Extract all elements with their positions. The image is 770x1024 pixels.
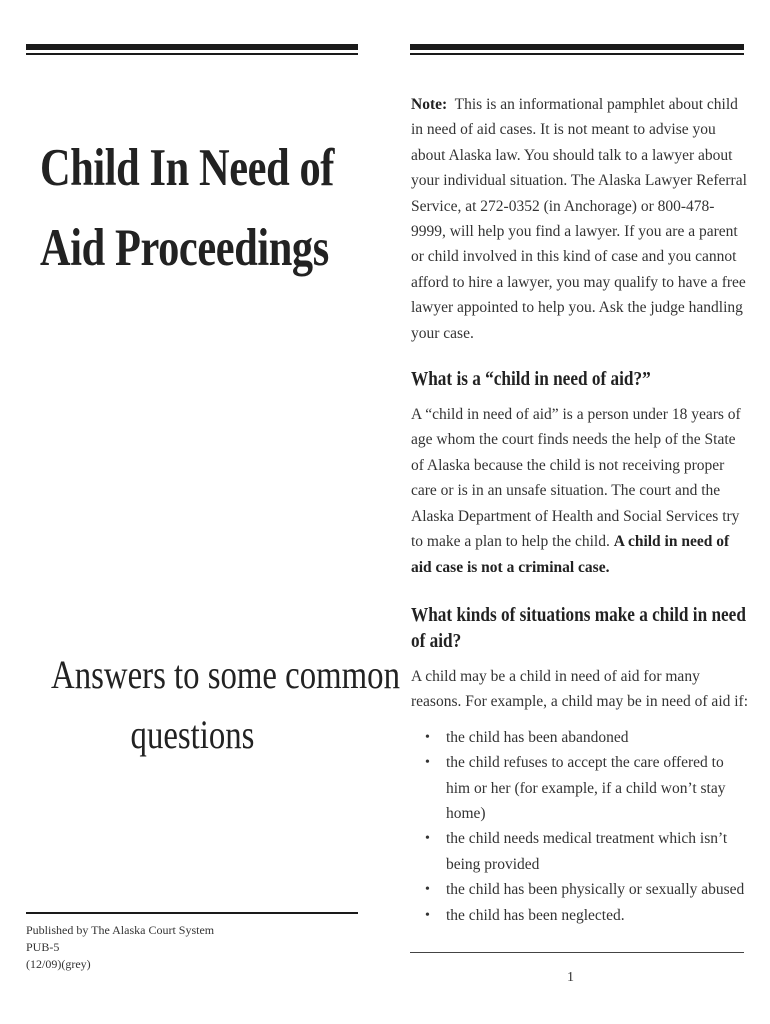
section-heading-what-is: What is a “child in need of aid?”	[411, 368, 651, 391]
bullet-icon: •	[425, 907, 430, 923]
top-rule-left	[26, 44, 358, 50]
situations-list	[411, 725, 749, 928]
list-item: • the child has been abandoned	[411, 725, 749, 750]
list-item: • the child refuses to accept the care offered to him or her (for example, if a child won’t stay home)	[411, 750, 749, 826]
note-paragraph	[411, 92, 749, 346]
note-text: This is an informational pamphlet about child in need of aid cases. It is not meant to advise you about Alaska law. You should talk to a lawyer about your individual situation. The Alaska Lawyer Referral Service, at 272-0352 (in Anchorage) or 800-478-9999, will help you find a lawyer. If you are a parent or child involved in this kind of case and you cannot afford to hire a lawyer, you may qualify to have a free lawyer appointed to help you. Ask the judge handling your case.	[411, 96, 747, 342]
subtitle-line: Answers to some common	[51, 652, 400, 697]
list-item: • the child has been neglected.	[411, 903, 749, 928]
bullet-icon: •	[425, 882, 430, 898]
publication-code: PUB-5	[26, 940, 60, 954]
publication-date: (12/09)(grey)	[26, 957, 91, 971]
footer-rule	[410, 952, 744, 953]
publisher-rule	[26, 912, 358, 914]
publisher-line: Published by The Alaska Court System	[26, 923, 215, 937]
note-label: Note:	[411, 96, 448, 113]
bullet-icon: •	[425, 831, 430, 847]
page-number: 1	[567, 970, 574, 985]
pamphlet-subtitle	[20, 645, 400, 765]
bullet-icon: •	[425, 729, 430, 745]
title-line: Child In Need of	[40, 139, 334, 197]
criminal-case-note: A child in need of aid case is not a criminal case.	[411, 533, 730, 576]
bullet-icon: •	[425, 755, 430, 771]
pamphlet-title	[40, 128, 334, 288]
list-item: • the child has been physically or sexually abused	[411, 877, 749, 902]
subtitle-line: questions	[130, 712, 255, 757]
top-rule-right	[410, 44, 744, 50]
section-body-what-is	[411, 402, 749, 580]
list-item: • the child needs medical treatment which isn’t being provided	[411, 826, 749, 877]
title-line: Aid Proceedings	[40, 219, 329, 277]
right-column	[411, 92, 749, 928]
publisher-info	[26, 922, 214, 973]
section-heading-situations: What kinds of situations make a child in need of aid?	[411, 603, 746, 652]
section-body-situations: A child may be a child in need of aid for many reasons. For example, a child may be in need of aid if:	[411, 667, 749, 711]
definition-text: A “child in need of aid” is a person under 18 years of age whom the court finds needs the help of the State of Alaska because the child is not receiving proper care or is in an unsafe situation. The court and the Alaska Department of Health and Social Services try to make a plan to help the child.	[411, 406, 741, 551]
